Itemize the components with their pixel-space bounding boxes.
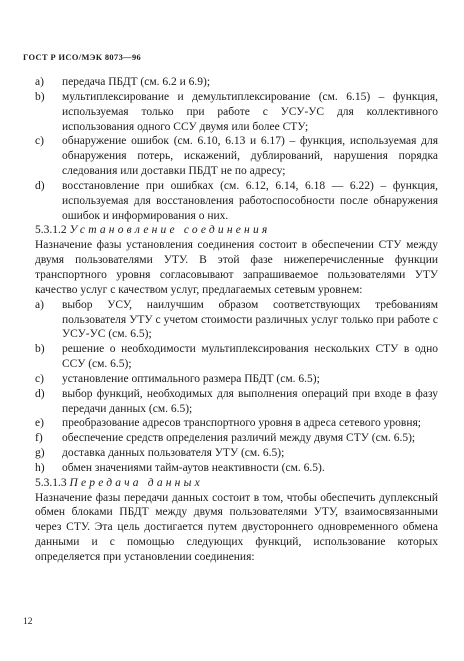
- list-item: [35, 134, 438, 179]
- document-header: ГОСТ Р ИСО/МЭК 8073—96: [23, 53, 142, 62]
- list-item-text: доставка данных пользователя УТУ (см. 6.5);: [62, 447, 285, 460]
- paragraph-connection-establishment: Назначение фазы установления соединения состоит в обеспечении СТУ между двумя пользователями УТУ. В этой фазе нижеперечисленные функции транспортного уровня согласовывают запрашиваемое пользователями УТУ качество услуг с качеством услуг, предлагаемых сетевым уровнем:: [35, 239, 438, 296]
- list-item-marker: f): [35, 432, 43, 445]
- list-item-marker: c): [35, 135, 44, 148]
- list-item-text: решение о необходимости мультиплексирования нескольких СТУ в одно ССУ (см. 6.5);: [62, 343, 438, 371]
- list-item-text: обеспечение средств определения различий между двумя СТУ (см. 6.5);: [62, 432, 416, 445]
- list-item: [35, 372, 438, 387]
- list-item: [35, 298, 438, 343]
- list-item: [35, 75, 438, 90]
- list-item-text: обнаружение ошибок (см. 6.10, 6.13 и 6.17) – функция, используемая для обнаружения потерь, искажений, дублирований, нарушения порядка следования или доставки ПБДТ не по адресу;: [62, 135, 438, 178]
- list-item-marker: d): [35, 387, 45, 400]
- list-item: [35, 387, 438, 417]
- list-item: [35, 179, 438, 224]
- list-item-text: обмен значениями тайм-аутов неактивности (см. 6.5).: [62, 461, 325, 474]
- list-item-marker: b): [35, 90, 45, 103]
- page-number: 12: [23, 617, 33, 627]
- paragraph-data-transfer: Назначение фазы передачи данных состоит в том, чтобы обеспечить дуплексный обмен блоками ПБДТ между двумя пользователями УТУ, взаимосвязанными через СТУ. Эта цель достигается путем двустороннего одновременного обмена данными и с помощью следующих функций, использование которых определяется при установлении соединения:: [35, 491, 438, 563]
- section-heading-5-3-1-2: [35, 223, 438, 238]
- section-title: Установление соединения: [69, 224, 271, 237]
- list-item-text: передача ПБДТ (см. 6.2 и 6.9);: [62, 76, 211, 88]
- list-item-marker: a): [35, 298, 44, 311]
- list-item-text: установление оптимального размера ПБДТ (см. 6.5);: [62, 372, 320, 385]
- function-list-2: [35, 298, 438, 476]
- list-item-text: восстановление при ошибках (см. 6.12, 6.14, 6.18 — 6.22) – функция, используемая для восстановления работоспособности после обнаружения ошибок и информирования о них.: [62, 179, 438, 222]
- list-item-text: мультиплексирование и демультиплексирование (см. 6.15) – функция, используемая только при работе с УСУ-УС для коллективного использования одного ССУ двумя или более СТУ;: [62, 90, 438, 133]
- list-item: [35, 431, 438, 446]
- list-item: [35, 90, 438, 135]
- section-heading-5-3-1-3: [35, 476, 438, 491]
- section-title: Передача данных: [69, 476, 203, 489]
- list-item-marker: g): [35, 447, 45, 460]
- list-item: [35, 342, 438, 372]
- list-item-marker: h): [35, 461, 45, 474]
- document-body: [35, 75, 438, 565]
- list-item-text: выбор УСУ, наилучшим образом соответствующих требованиям пользователя УТУ с учетом стоимости различных услуг только при работе с УСУ-УС (см. 6.5);: [62, 298, 438, 341]
- list-item-marker: c): [35, 372, 44, 385]
- list-item-text: преобразование адресов транспортного уровня в адреса сетевого уровня;: [62, 417, 421, 430]
- section-number: 5.3.1.2: [35, 224, 67, 237]
- list-item-marker: a): [35, 76, 44, 88]
- list-item: [35, 461, 438, 476]
- list-item: [35, 446, 438, 461]
- list-item-marker: d): [35, 179, 45, 192]
- list-item-marker: b): [35, 343, 45, 356]
- list-item: [35, 416, 438, 431]
- section-number: 5.3.1.3: [35, 476, 67, 489]
- list-item-text: выбор функций, необходимых для выполнения операций при входе в фазу передачи данных (см. 6.5);: [62, 387, 438, 415]
- list-item-marker: e): [35, 417, 44, 430]
- function-list-1: [35, 75, 438, 223]
